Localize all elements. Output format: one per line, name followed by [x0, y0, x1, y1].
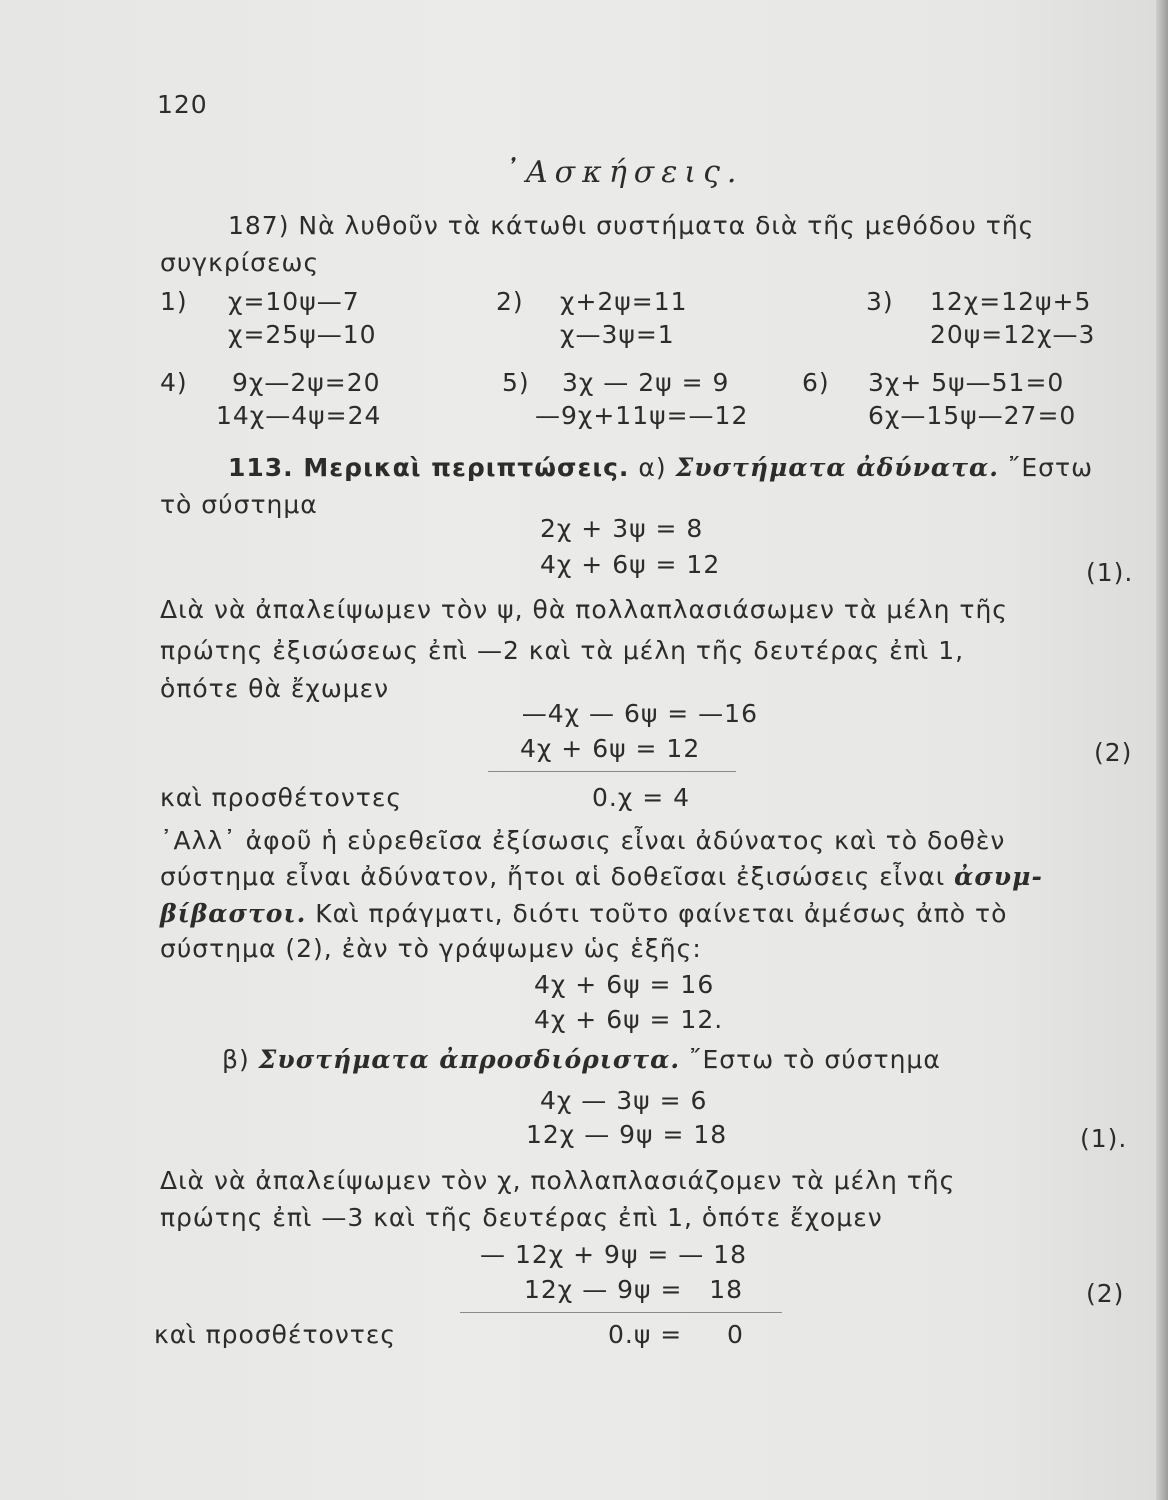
system-2-eq2: χ—3ψ=1 — [560, 320, 675, 349]
equation: 4χ + 6ψ = 16 — [534, 970, 715, 999]
system-3-label: 3) — [866, 287, 894, 316]
case-a-title: Συστήματα ἀδύνατα. — [675, 453, 999, 482]
system-6-label: 6) — [802, 368, 830, 397]
paragraph-line: ᾿Αλλ᾿ ἀφοῦ ἡ εὑρεθεῖσα ἐξίσωσις εἶναι ἀδύνατος καὶ τὸ δοθὲν — [160, 826, 1006, 855]
system-6-eq1: 3χ+ 5ψ—51=0 — [868, 368, 1065, 397]
system-5-eq1: 3χ — 2ψ = 9 — [562, 368, 730, 397]
system-1-eq2: χ=25ψ—10 — [228, 320, 377, 349]
page-edge — [1156, 0, 1168, 1500]
system-1-eq1: χ=10ψ—7 — [228, 287, 360, 316]
paragraph-line: πρώτης ἐξισώσεως ἐπὶ —2 καὶ τὰ μέλη τῆς δευτέρας ἐπὶ 1, — [160, 636, 965, 665]
exercise-187-line2: συγκρίσεως — [160, 248, 320, 277]
system-4-eq2: 14χ—4ψ=24 — [216, 401, 382, 430]
paragraph-line: πρώτης ἐπὶ —3 καὶ τῆς δευτέρας ἐπὶ 1, ὁπότε ἔχομεν — [160, 1203, 883, 1232]
exercise-187-line1: 187) Νὰ λυθοῦν τὰ κάτωθι συστήματα διὰ τῆς μεθόδου τῆς — [228, 211, 1035, 240]
case-b-title: Συστήματα ἀπροσδιόριστα. — [258, 1045, 681, 1074]
system-2-label: 2) — [496, 287, 524, 316]
sum-equation: 0.ψ = 0 — [608, 1320, 744, 1349]
paragraph-line: σύστημα εἶναι ἀδύνατον, ἤτοι αἱ δοθεῖσαι ἐξισώσεις εἶναι — [160, 862, 946, 891]
system-6-eq2: 6χ—15ψ—27=0 — [868, 401, 1077, 430]
adding-label: καὶ προσθέτοντες — [154, 1320, 397, 1349]
system-2-eq1: χ+2ψ=11 — [560, 287, 688, 316]
equation: 4χ + 6ψ = 12 — [540, 550, 721, 579]
section-113-heading: 113. Μερικαὶ περιπτώσεις. — [228, 453, 630, 482]
sum-rule — [460, 1312, 782, 1313]
equation: — 12χ + 9ψ = — 18 — [480, 1240, 748, 1269]
page-title: ᾿Ασκήσεις. — [504, 155, 744, 190]
equation-tag: (2) — [1086, 1279, 1125, 1308]
page-number: 120 — [157, 90, 208, 119]
equation: 4χ + 6ψ = 12. — [534, 1005, 724, 1034]
equation-tag: (1). — [1086, 558, 1134, 587]
sum-rule — [488, 771, 736, 772]
paragraph-line: Διὰ νὰ ἀπαλείψωμεν τὸν ψ, θὰ πολλαπλασιάσωμεν τὰ μέλη τῆς — [160, 595, 1008, 624]
system-4-eq1: 9χ—2ψ=20 — [232, 368, 381, 397]
case-a-intro: ῎Εστω — [1007, 453, 1094, 482]
equation: 2χ + 3ψ = 8 — [540, 514, 704, 543]
paragraph-line: ὁπότε θὰ ἔχωμεν — [160, 674, 390, 703]
term-incompatible: ἀσυμ- — [954, 862, 1043, 891]
equation: 4χ + 6ψ = 12 — [520, 734, 701, 763]
paragraph-line: Διὰ νὰ ἀπαλείψωμεν τὸν χ, πολλαπλασιάζομεν τὰ μέλη τῆς — [160, 1166, 956, 1195]
equation: 12χ — 9ψ = 18 — [524, 1275, 744, 1304]
case-b-intro: ῎Εστω τὸ σύστημα — [689, 1045, 941, 1074]
system-4-label: 4) — [160, 368, 188, 397]
paragraph-line: σύστημα (2), ἐὰν τὸ γράψωμεν ὡς ἑξῆς: — [160, 934, 702, 963]
system-3-eq2: 20ψ=12χ—3 — [930, 320, 1096, 349]
system-5-eq2: —9χ+11ψ=—12 — [535, 401, 749, 430]
term-incompatible-cont: βίβαστοι. — [160, 899, 307, 928]
case-b-prefix: β) — [222, 1045, 250, 1074]
system-5-label: 5) — [502, 368, 530, 397]
system-1-label: 1) — [160, 287, 188, 316]
equation-tag: (1). — [1080, 1124, 1128, 1153]
sum-equation: 0.χ = 4 — [592, 783, 691, 812]
adding-label: καὶ προσθέτοντες — [160, 783, 403, 812]
equation: 4χ — 3ψ = 6 — [540, 1086, 708, 1115]
equation: —4χ — 6ψ = —16 — [521, 699, 758, 728]
paragraph-line: Καὶ πράγματι, διότι τοῦτο φαίνεται ἀμέσως ἀπὸ τὸ — [315, 899, 1008, 928]
system-3-eq1: 12χ=12ψ+5 — [930, 287, 1092, 316]
equation: 12χ — 9ψ = 18 — [526, 1120, 728, 1149]
text-line: τὸ σύστημα — [160, 490, 318, 519]
case-a-prefix: α) — [638, 453, 667, 482]
equation-tag: (2) — [1094, 738, 1133, 767]
